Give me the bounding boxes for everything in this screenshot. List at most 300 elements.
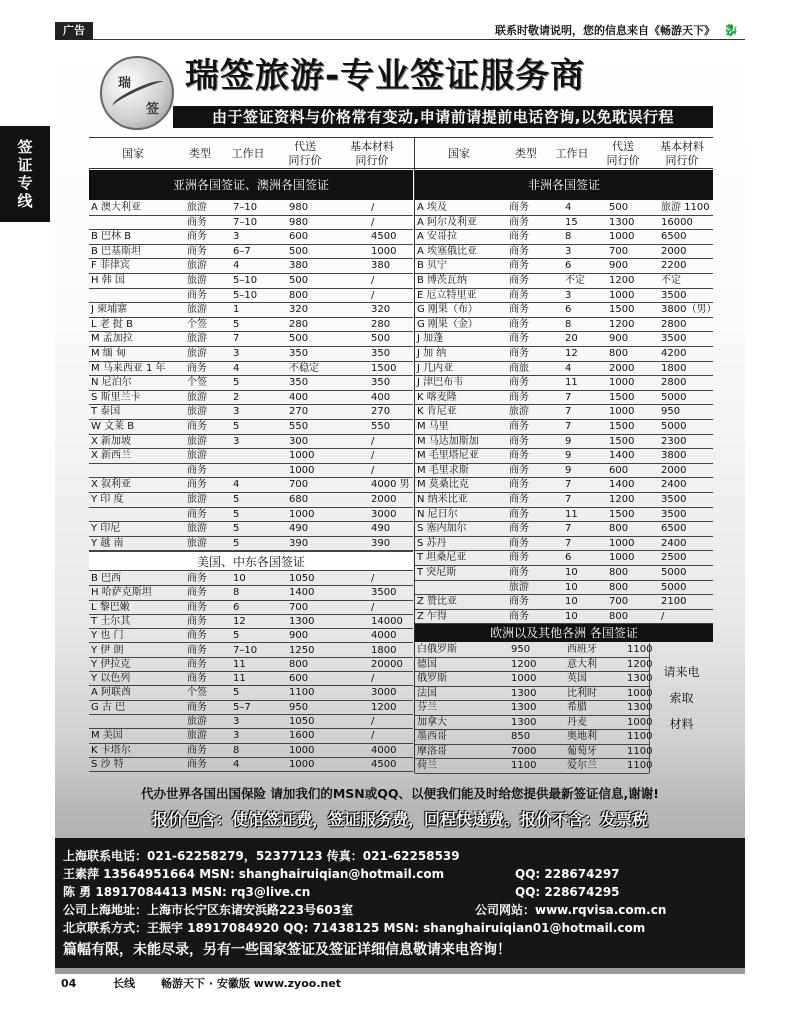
call-note-line: 索取 bbox=[669, 691, 694, 705]
table-row bbox=[89, 230, 413, 245]
table-cell: 英国 bbox=[567, 673, 587, 684]
table-cell: 490 bbox=[371, 523, 391, 535]
table-cell: 1100 bbox=[627, 644, 653, 655]
table-row bbox=[415, 435, 713, 450]
table-cell: 11 bbox=[233, 673, 246, 685]
table-cell: 350 bbox=[371, 377, 391, 389]
table-row bbox=[415, 464, 713, 479]
table-cell: 旅游 bbox=[187, 202, 207, 213]
table-cell: 2 bbox=[233, 391, 240, 403]
table-row bbox=[415, 581, 713, 596]
table-row bbox=[89, 644, 413, 658]
table-cell: B 贝宁 bbox=[417, 260, 448, 272]
table-row bbox=[415, 245, 713, 260]
table-cell: 商务 bbox=[509, 596, 529, 608]
table-row bbox=[415, 362, 713, 377]
table-row bbox=[89, 586, 413, 600]
company-website[interactable]: 公司网站：www.rqvisa.com.cn bbox=[475, 903, 667, 917]
table-cell: 商务 bbox=[509, 479, 529, 491]
table-cell: 1100 bbox=[627, 745, 653, 757]
table-row bbox=[89, 493, 413, 508]
table-cell: 4000 bbox=[371, 630, 397, 642]
table-cell: / bbox=[371, 450, 375, 462]
table-cell: S 塞内加尔 bbox=[417, 523, 467, 535]
call-note bbox=[649, 643, 713, 773]
table-row bbox=[415, 759, 653, 774]
table-row bbox=[415, 566, 713, 581]
table-cell: 15 bbox=[565, 216, 578, 228]
table-cell: K 肯尼亚 bbox=[417, 406, 457, 418]
table-cell: 葡萄牙 bbox=[567, 745, 597, 757]
table-cell: 800 bbox=[609, 567, 629, 578]
table-cell: 商务 bbox=[509, 523, 529, 535]
table-cell: 10 bbox=[233, 573, 246, 584]
table-cell: 490 bbox=[289, 523, 309, 535]
header-material: 同行价 bbox=[355, 154, 389, 167]
table-cell: 7 bbox=[565, 494, 572, 505]
table-cell: Y 伊拉克 bbox=[91, 658, 131, 670]
table-cell: T 泰国 bbox=[91, 406, 121, 418]
table-cell: 商务 bbox=[187, 573, 207, 584]
header-material: 同行价 bbox=[665, 154, 699, 167]
table-row bbox=[89, 522, 413, 537]
table-cell: 商务 bbox=[187, 479, 207, 491]
publication-line: 畅游天下 · 安徽版 www.zyoo.net bbox=[161, 977, 342, 990]
table-cell: / bbox=[371, 202, 375, 213]
table-cell: 800 bbox=[289, 658, 309, 670]
table-row bbox=[415, 672, 653, 687]
table-cell: 390 bbox=[289, 537, 309, 549]
shanghai-phone: 上海联系电话：021-62258279，52377123 传真：021-62258539 bbox=[63, 849, 460, 863]
table-divider bbox=[414, 137, 415, 773]
contact-chen-qq: QQ: 228674295 bbox=[515, 885, 620, 899]
table-cell: 个签 bbox=[187, 377, 207, 389]
table-cell: 400 bbox=[289, 391, 309, 403]
table-cell: 950 bbox=[511, 644, 531, 655]
table-cell: 1200 bbox=[371, 701, 397, 713]
table-row bbox=[89, 318, 413, 333]
table-cell: 2300 bbox=[661, 435, 687, 447]
table-row bbox=[415, 274, 713, 289]
table-row bbox=[415, 376, 713, 391]
table-cell: 商务 bbox=[509, 275, 529, 286]
subtitle-bar: 由于签证资料与价格常有变动,申请前请提前电话咨询,以免耽误行程 bbox=[173, 106, 713, 128]
table-cell: 2000 bbox=[371, 494, 397, 505]
table-cell: 1050 bbox=[289, 573, 315, 584]
table-cell: 11 bbox=[233, 658, 246, 670]
table-cell: 旅游 bbox=[187, 730, 207, 742]
table-cell: M 马里 bbox=[417, 421, 449, 432]
table-cell: 1300 bbox=[627, 673, 653, 684]
table-cell: 10 bbox=[565, 567, 578, 578]
table-cell: 商务 bbox=[509, 552, 529, 564]
table-cell: S 斯里兰卡 bbox=[91, 391, 141, 403]
table-cell: F 菲律宾 bbox=[91, 260, 130, 272]
table-cell: 800 bbox=[609, 348, 629, 359]
table-cell: 800 bbox=[609, 610, 629, 622]
table-row bbox=[89, 391, 413, 406]
table-cell: 11 bbox=[565, 377, 578, 389]
table-cell: M 马达加斯加 bbox=[417, 435, 479, 447]
table-cell: A 阿联酋 bbox=[91, 687, 132, 699]
table-cell: 6–7 bbox=[233, 245, 251, 257]
table-cell: 280 bbox=[289, 318, 309, 330]
table-cell: 850 bbox=[511, 731, 531, 742]
table-cell: 商务 bbox=[187, 630, 207, 642]
table-cell: 7000 bbox=[511, 745, 537, 757]
table-cell: 1200 bbox=[609, 494, 635, 505]
table-cell: 6500 bbox=[661, 523, 687, 535]
table-cell: 1300 bbox=[609, 216, 635, 228]
table-row bbox=[415, 643, 653, 658]
table-cell: 300 bbox=[289, 435, 309, 447]
table-cell: 1000 bbox=[289, 450, 315, 462]
table-cell: 1300 bbox=[627, 702, 653, 713]
table-cell: 俄罗斯 bbox=[417, 673, 447, 684]
table-cell: 商务 bbox=[187, 601, 207, 613]
table-cell: 法国 bbox=[417, 687, 437, 699]
table-cell: 商务 bbox=[509, 231, 529, 243]
table-cell: X 叙利亚 bbox=[91, 479, 132, 491]
table-cell: 700 bbox=[289, 479, 309, 491]
table-cell: B 巴基斯坦 bbox=[91, 245, 142, 257]
table-cell: 7 bbox=[565, 479, 572, 491]
table-cell: 5–10 bbox=[233, 289, 258, 301]
table-cell: 商务 bbox=[187, 245, 207, 257]
table-cell: 7 bbox=[565, 391, 572, 403]
table-cell: 商务 bbox=[509, 289, 529, 301]
table-cell: 商务 bbox=[509, 304, 529, 316]
table-cell: 旅游 bbox=[187, 275, 207, 286]
header-country: 国家 bbox=[122, 147, 144, 160]
table-cell: 270 bbox=[289, 406, 309, 418]
table-cell: 旅游 bbox=[187, 716, 207, 727]
table-cell: 个签 bbox=[187, 318, 207, 330]
table-cell: 商务 bbox=[509, 245, 529, 257]
table-cell: 3800（男） bbox=[661, 304, 717, 316]
table-row bbox=[415, 201, 713, 216]
table-cell: 商务 bbox=[509, 377, 529, 389]
table-cell: 5000 bbox=[661, 567, 687, 578]
table-cell: 商务 bbox=[187, 508, 207, 520]
table-cell: J 柬埔寨 bbox=[91, 304, 128, 316]
closing-note: 篇幅有限，未能尽录，另有一些国家签证及签证详细信息敬请来电咨询！ bbox=[63, 942, 511, 958]
table-cell: 6 bbox=[565, 304, 572, 316]
table-cell: / bbox=[371, 289, 375, 301]
table-cell: 商务 bbox=[509, 421, 529, 432]
table-cell: M 美国 bbox=[91, 730, 123, 742]
table-cell: 旅游 bbox=[187, 391, 207, 403]
table-row bbox=[415, 551, 713, 566]
table-cell: 1250 bbox=[289, 644, 315, 656]
table-cell: G 刚果（布） bbox=[417, 304, 478, 316]
header-type: 类型 bbox=[189, 147, 211, 160]
table-cell: W 文莱 B bbox=[91, 421, 135, 432]
table-cell: 8 bbox=[233, 587, 240, 599]
table-cell: 350 bbox=[289, 348, 309, 359]
table-cell: 20000 bbox=[371, 658, 403, 670]
table-cell: 商务 bbox=[509, 348, 529, 359]
table-cell: 商务 bbox=[509, 508, 529, 520]
table-cell: 1200 bbox=[511, 658, 537, 670]
table-cell: 爱尔兰 bbox=[567, 760, 597, 771]
contact-wang: 王素萍 13564951664 MSN: shanghairuiqian@hotmail.com bbox=[63, 867, 445, 881]
contact-chen: 陈 勇 18917084413 MSN: rq3@live.cn bbox=[63, 885, 311, 899]
table-cell: / bbox=[371, 573, 375, 584]
table-cell: 4500 bbox=[371, 758, 397, 770]
table-cell: 旅游 bbox=[187, 260, 207, 272]
table-cell: 加拿大 bbox=[417, 716, 447, 728]
table-cell: M 马来西亚 1 年 bbox=[91, 362, 166, 374]
table-cell: / bbox=[371, 216, 375, 228]
ad-frame bbox=[55, 42, 745, 974]
table-row bbox=[415, 449, 713, 464]
table-row bbox=[415, 259, 713, 274]
table-cell: 1500 bbox=[609, 304, 635, 316]
table-cell: 不定 bbox=[565, 275, 585, 286]
table-cell: 1000 bbox=[289, 464, 315, 476]
table-cell: 550 bbox=[371, 421, 391, 432]
table-cell: 7 bbox=[565, 406, 572, 418]
table-cell: 380 bbox=[289, 260, 309, 272]
ad-label: 广告 bbox=[55, 22, 93, 40]
table-cell: 4 bbox=[233, 362, 240, 374]
table-cell: 旅游 bbox=[187, 435, 207, 447]
table-cell: 商旅 bbox=[509, 362, 529, 374]
table-cell: 1200 bbox=[609, 275, 635, 286]
page-number: 04 bbox=[61, 977, 77, 990]
table-cell: 商务 bbox=[187, 658, 207, 670]
table-cell: 380 bbox=[371, 260, 391, 272]
table-cell: Z 赞比亚 bbox=[417, 596, 458, 608]
table-cell: 西班牙 bbox=[567, 644, 597, 655]
table-cell: 4200 bbox=[661, 348, 687, 359]
table-cell: 2500 bbox=[661, 552, 687, 564]
table-cell: 600 bbox=[289, 231, 309, 243]
table-cell: 5000 bbox=[661, 421, 687, 432]
table-cell: 1000 bbox=[609, 377, 635, 389]
table-cell: 4 bbox=[233, 758, 240, 770]
table-cell: 500 bbox=[609, 202, 629, 213]
side-char: 线 bbox=[17, 192, 33, 210]
table-cell: 商务 bbox=[509, 333, 529, 345]
table-row bbox=[89, 435, 413, 450]
table-row bbox=[415, 658, 653, 673]
table-cell: 4500 bbox=[371, 231, 397, 243]
table-cell: 2000 bbox=[609, 362, 635, 374]
table-cell: 旅游 bbox=[187, 333, 207, 345]
table-row bbox=[89, 615, 413, 629]
table-cell: 5 bbox=[233, 630, 240, 642]
table-cell: 600 bbox=[289, 673, 309, 685]
table-row bbox=[415, 610, 713, 625]
table-cell: 德国 bbox=[417, 658, 437, 670]
table-cell: 4000 bbox=[371, 744, 397, 756]
table-row bbox=[89, 601, 413, 615]
table-cell: 7 bbox=[233, 333, 240, 345]
table-cell: 900 bbox=[609, 333, 629, 345]
table-cell: X 新加坡 bbox=[91, 435, 132, 447]
table-cell: 950 bbox=[661, 406, 681, 418]
table-cell: 1000 bbox=[511, 673, 537, 684]
table-cell: 500 bbox=[371, 333, 391, 345]
table-cell: 7–10 bbox=[233, 216, 258, 228]
table-cell: 1100 bbox=[511, 760, 537, 771]
table-cell: 3500 bbox=[661, 289, 687, 301]
table-cell: 10 bbox=[565, 610, 578, 622]
table-row bbox=[89, 758, 413, 772]
table-cell: 5000 bbox=[661, 581, 687, 593]
side-char: 专 bbox=[17, 174, 33, 192]
table-row bbox=[89, 672, 413, 686]
table-cell: K 喀麦隆 bbox=[417, 391, 457, 403]
table-cell: 7 bbox=[565, 523, 572, 535]
table-row bbox=[89, 376, 413, 391]
table-cell: M 莫桑比克 bbox=[417, 479, 469, 491]
table-cell: 9 bbox=[565, 464, 572, 476]
table-row bbox=[89, 245, 413, 260]
table-cell: 1200 bbox=[609, 318, 635, 330]
table-cell: 商务 bbox=[187, 587, 207, 599]
table-cell: 1400 bbox=[609, 450, 635, 462]
table-cell: 不定 bbox=[661, 275, 681, 286]
shanghai-address: 公司上海地址：上海市长宁区东诸安浜路223号603室 bbox=[63, 903, 354, 917]
table-row bbox=[89, 420, 413, 435]
logo-char: 瑞 bbox=[118, 76, 132, 91]
table-cell: 10 bbox=[565, 596, 578, 608]
section-asia: 亚洲各国签证、澳洲各国签证 bbox=[89, 170, 413, 200]
table-cell: 商务 bbox=[509, 494, 529, 505]
table-cell: 950 bbox=[289, 701, 309, 713]
table-cell: 墨西哥 bbox=[417, 731, 447, 742]
table-cell: Y 越 南 bbox=[91, 537, 124, 549]
table-cell: 1300 bbox=[511, 716, 537, 728]
header-days: 工作日 bbox=[231, 147, 265, 160]
table-header bbox=[89, 137, 713, 169]
table-cell: 1500 bbox=[609, 391, 635, 403]
table-cell: 商务 bbox=[187, 615, 207, 627]
table-cell: 350 bbox=[289, 377, 309, 389]
table-row bbox=[415, 332, 713, 347]
table-cell: 1100 bbox=[289, 687, 315, 699]
table-row bbox=[415, 595, 713, 610]
table-cell: 1800 bbox=[661, 362, 687, 374]
table-cell: 700 bbox=[609, 245, 629, 257]
table-cell: 商务 bbox=[509, 450, 529, 462]
table-cell: 8 bbox=[565, 231, 572, 243]
table-cell: 270 bbox=[371, 406, 391, 418]
table-cell: 1000 bbox=[609, 537, 635, 549]
table-cell: 旅游 bbox=[187, 523, 207, 535]
table-cell: 3 bbox=[233, 406, 240, 418]
table-cell: 400 bbox=[371, 391, 391, 403]
table-cell: Y 印尼 bbox=[91, 523, 121, 535]
table-cell: 550 bbox=[289, 421, 309, 432]
header-material: 基本材料 bbox=[350, 140, 394, 153]
table-cell: G 刚果（金） bbox=[417, 318, 478, 330]
table-cell: 商务 bbox=[187, 758, 207, 770]
table-cell: T 土尔其 bbox=[91, 615, 131, 627]
table-row bbox=[89, 686, 413, 700]
table-cell: / bbox=[371, 464, 375, 476]
table-cell: 商务 bbox=[187, 673, 207, 685]
table-cell: 320 bbox=[289, 304, 309, 316]
table-cell: / bbox=[371, 601, 375, 613]
table-row bbox=[89, 729, 413, 743]
table-cell: 3500 bbox=[661, 333, 687, 345]
table-cell: 3 bbox=[233, 435, 240, 447]
table-cell: 8 bbox=[565, 318, 572, 330]
table-cell: 11 bbox=[565, 508, 578, 520]
table-cell: 商务 bbox=[509, 610, 529, 622]
table-cell: 1500 bbox=[371, 362, 397, 374]
table-cell: 6500 bbox=[661, 231, 687, 243]
table-cell: 4 bbox=[233, 260, 240, 272]
page-footer bbox=[55, 976, 745, 992]
table-cell: 奥地利 bbox=[567, 731, 597, 742]
table-cell: 商务 bbox=[509, 464, 529, 476]
table-cell: 摩洛哥 bbox=[417, 745, 447, 757]
table-cell: 3 bbox=[565, 245, 572, 257]
table-row bbox=[89, 289, 413, 304]
table-cell: 芬兰 bbox=[417, 702, 437, 713]
table-cell: 4 bbox=[565, 202, 572, 213]
table-cell: A 安哥拉 bbox=[417, 231, 458, 243]
table-cell: 5 bbox=[233, 318, 240, 330]
table-cell: 5 bbox=[233, 494, 240, 505]
table-cell: 390 bbox=[371, 537, 391, 549]
table-cell: 1000 bbox=[289, 744, 315, 756]
table-cell: T 突尼斯 bbox=[417, 567, 457, 578]
table-cell: S 沙 特 bbox=[91, 758, 124, 770]
table-cell: G 古 巴 bbox=[91, 701, 126, 713]
header-type: 类型 bbox=[515, 147, 537, 160]
table-row bbox=[415, 537, 713, 552]
table-cell: J 加蓬 bbox=[417, 333, 444, 345]
side-char: 证 bbox=[17, 156, 33, 174]
table-cell: 商务 bbox=[509, 202, 529, 213]
table-cell: 旅游 bbox=[509, 581, 529, 593]
table-cell: 5–7 bbox=[233, 701, 251, 713]
table-cell: Y 以色列 bbox=[91, 673, 131, 685]
table-cell: X 新西兰 bbox=[91, 450, 132, 462]
table-row bbox=[415, 347, 713, 362]
table-row bbox=[415, 508, 713, 523]
table-cell: 5 bbox=[233, 537, 240, 549]
table-cell: Y 印 度 bbox=[91, 494, 124, 505]
table-row bbox=[89, 701, 413, 715]
table-cell: 2200 bbox=[661, 260, 687, 272]
table-cell: 商务 bbox=[187, 289, 207, 301]
table-cell: 9 bbox=[565, 450, 572, 462]
table-cell: 商务 bbox=[187, 644, 207, 656]
section-africa: 非洲各国签证 bbox=[415, 170, 713, 200]
table-cell: 14000 bbox=[371, 615, 403, 627]
table-cell: 3 bbox=[233, 231, 240, 243]
table-row bbox=[89, 537, 413, 552]
table-cell: 5 bbox=[233, 377, 240, 389]
table-cell: 7 bbox=[565, 421, 572, 432]
dragon-icon: 🐉 bbox=[723, 23, 739, 37]
table-cell: 1200 bbox=[627, 658, 653, 670]
table-cell: 1050 bbox=[289, 716, 315, 727]
table-cell: 比利时 bbox=[567, 687, 597, 699]
table-cell: A 埃及 bbox=[417, 202, 448, 213]
table-cell: 荷兰 bbox=[417, 760, 437, 771]
table-cell: 4000 男 bbox=[371, 479, 410, 491]
table-cell: 3000 bbox=[371, 508, 397, 520]
table-cell: 320 bbox=[371, 304, 391, 316]
